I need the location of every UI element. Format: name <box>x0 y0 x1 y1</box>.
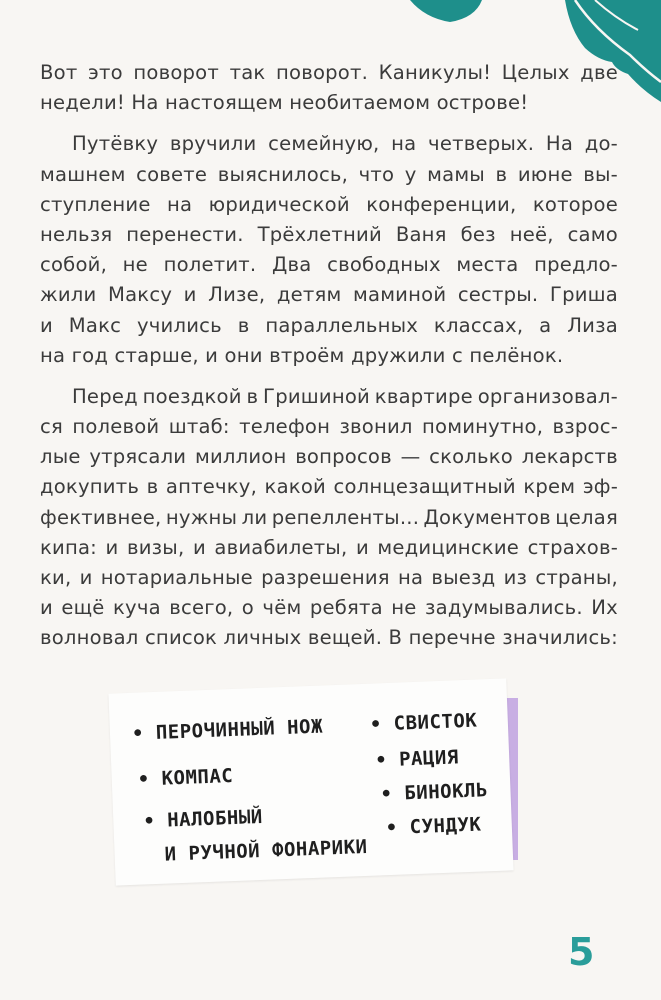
paragraph-line: недели! На настоящем необитаемом острове! <box>40 91 529 115</box>
paragraph-line: машнем совете выяснилось, что у мамы в июне вы- <box>40 162 618 186</box>
item-whistle: • СВИСТОК <box>369 709 478 736</box>
item-knife: • ПЕРОЧИННЫЙ НОЖ <box>131 715 324 745</box>
paragraph-line: Путёвку вручили семейную, на четверых. На до- <box>72 132 618 156</box>
paragraph-line: кипа: и визы, и авиабилеты, и медицинские страхов- <box>40 535 618 559</box>
paragraph-line: ступление на юридической конференции, которое <box>40 192 618 216</box>
item-binoculars: • БИНОКЛЬ <box>380 779 489 806</box>
paragraph-line: жили Максу и Лизе, детям маминой сестры. Гриша <box>40 283 618 307</box>
page-number: 5 <box>568 930 595 974</box>
paragraph-line: на год старше, и они втроём дружили с пелёнок. <box>40 343 564 367</box>
paragraph-line: фективнее, нужны ли репелленты... Документов целая <box>40 505 618 529</box>
paragraph-line: Перед поездкой в Гришиной квартире организовал- <box>72 384 618 408</box>
item-flashlights-cont: И РУЧНОЙ ФОНАРИКИ <box>164 835 368 866</box>
paragraph-line: и ещё куча всего, о чём ребята не задумывались. Их <box>40 596 618 620</box>
paragraph-line: ки, и нотариальные разрешения на выезд из страны, <box>40 566 618 589</box>
checklist-card <box>108 678 513 885</box>
paragraph-line: собой, не полетит. Два свободных места предло- <box>40 253 618 277</box>
item-radio: • РАЦИЯ <box>374 746 460 772</box>
body-text <box>40 58 618 654</box>
leaf-small <box>410 0 482 22</box>
item-flashlights: • НАЛОБНЫЙ <box>142 805 264 833</box>
item-compass: • КОМПАС <box>137 764 234 791</box>
paragraph-line: ся полевой штаб: телефон звонил поминутно, взрос- <box>40 415 618 439</box>
paragraph-line: и Макс учились в параллельных классах, а Лиза <box>40 313 618 337</box>
item-chest: • СУНДУК <box>385 813 482 840</box>
paragraph-line: докупить в аптечку, какой солнцезащитный крем эф- <box>40 475 618 499</box>
paragraph-line: Вот это поворот так поворот. Каникулы! Целых две <box>40 61 618 84</box>
paragraph-line: лые утрясали миллион вопросов — сколько лекарств <box>40 445 618 469</box>
paragraph-line: нельзя перенести. Трёхлетний Ваня без неё, само <box>40 222 618 246</box>
paragraph-line: волновал список личных вещей. В перечне значились: <box>40 626 618 650</box>
